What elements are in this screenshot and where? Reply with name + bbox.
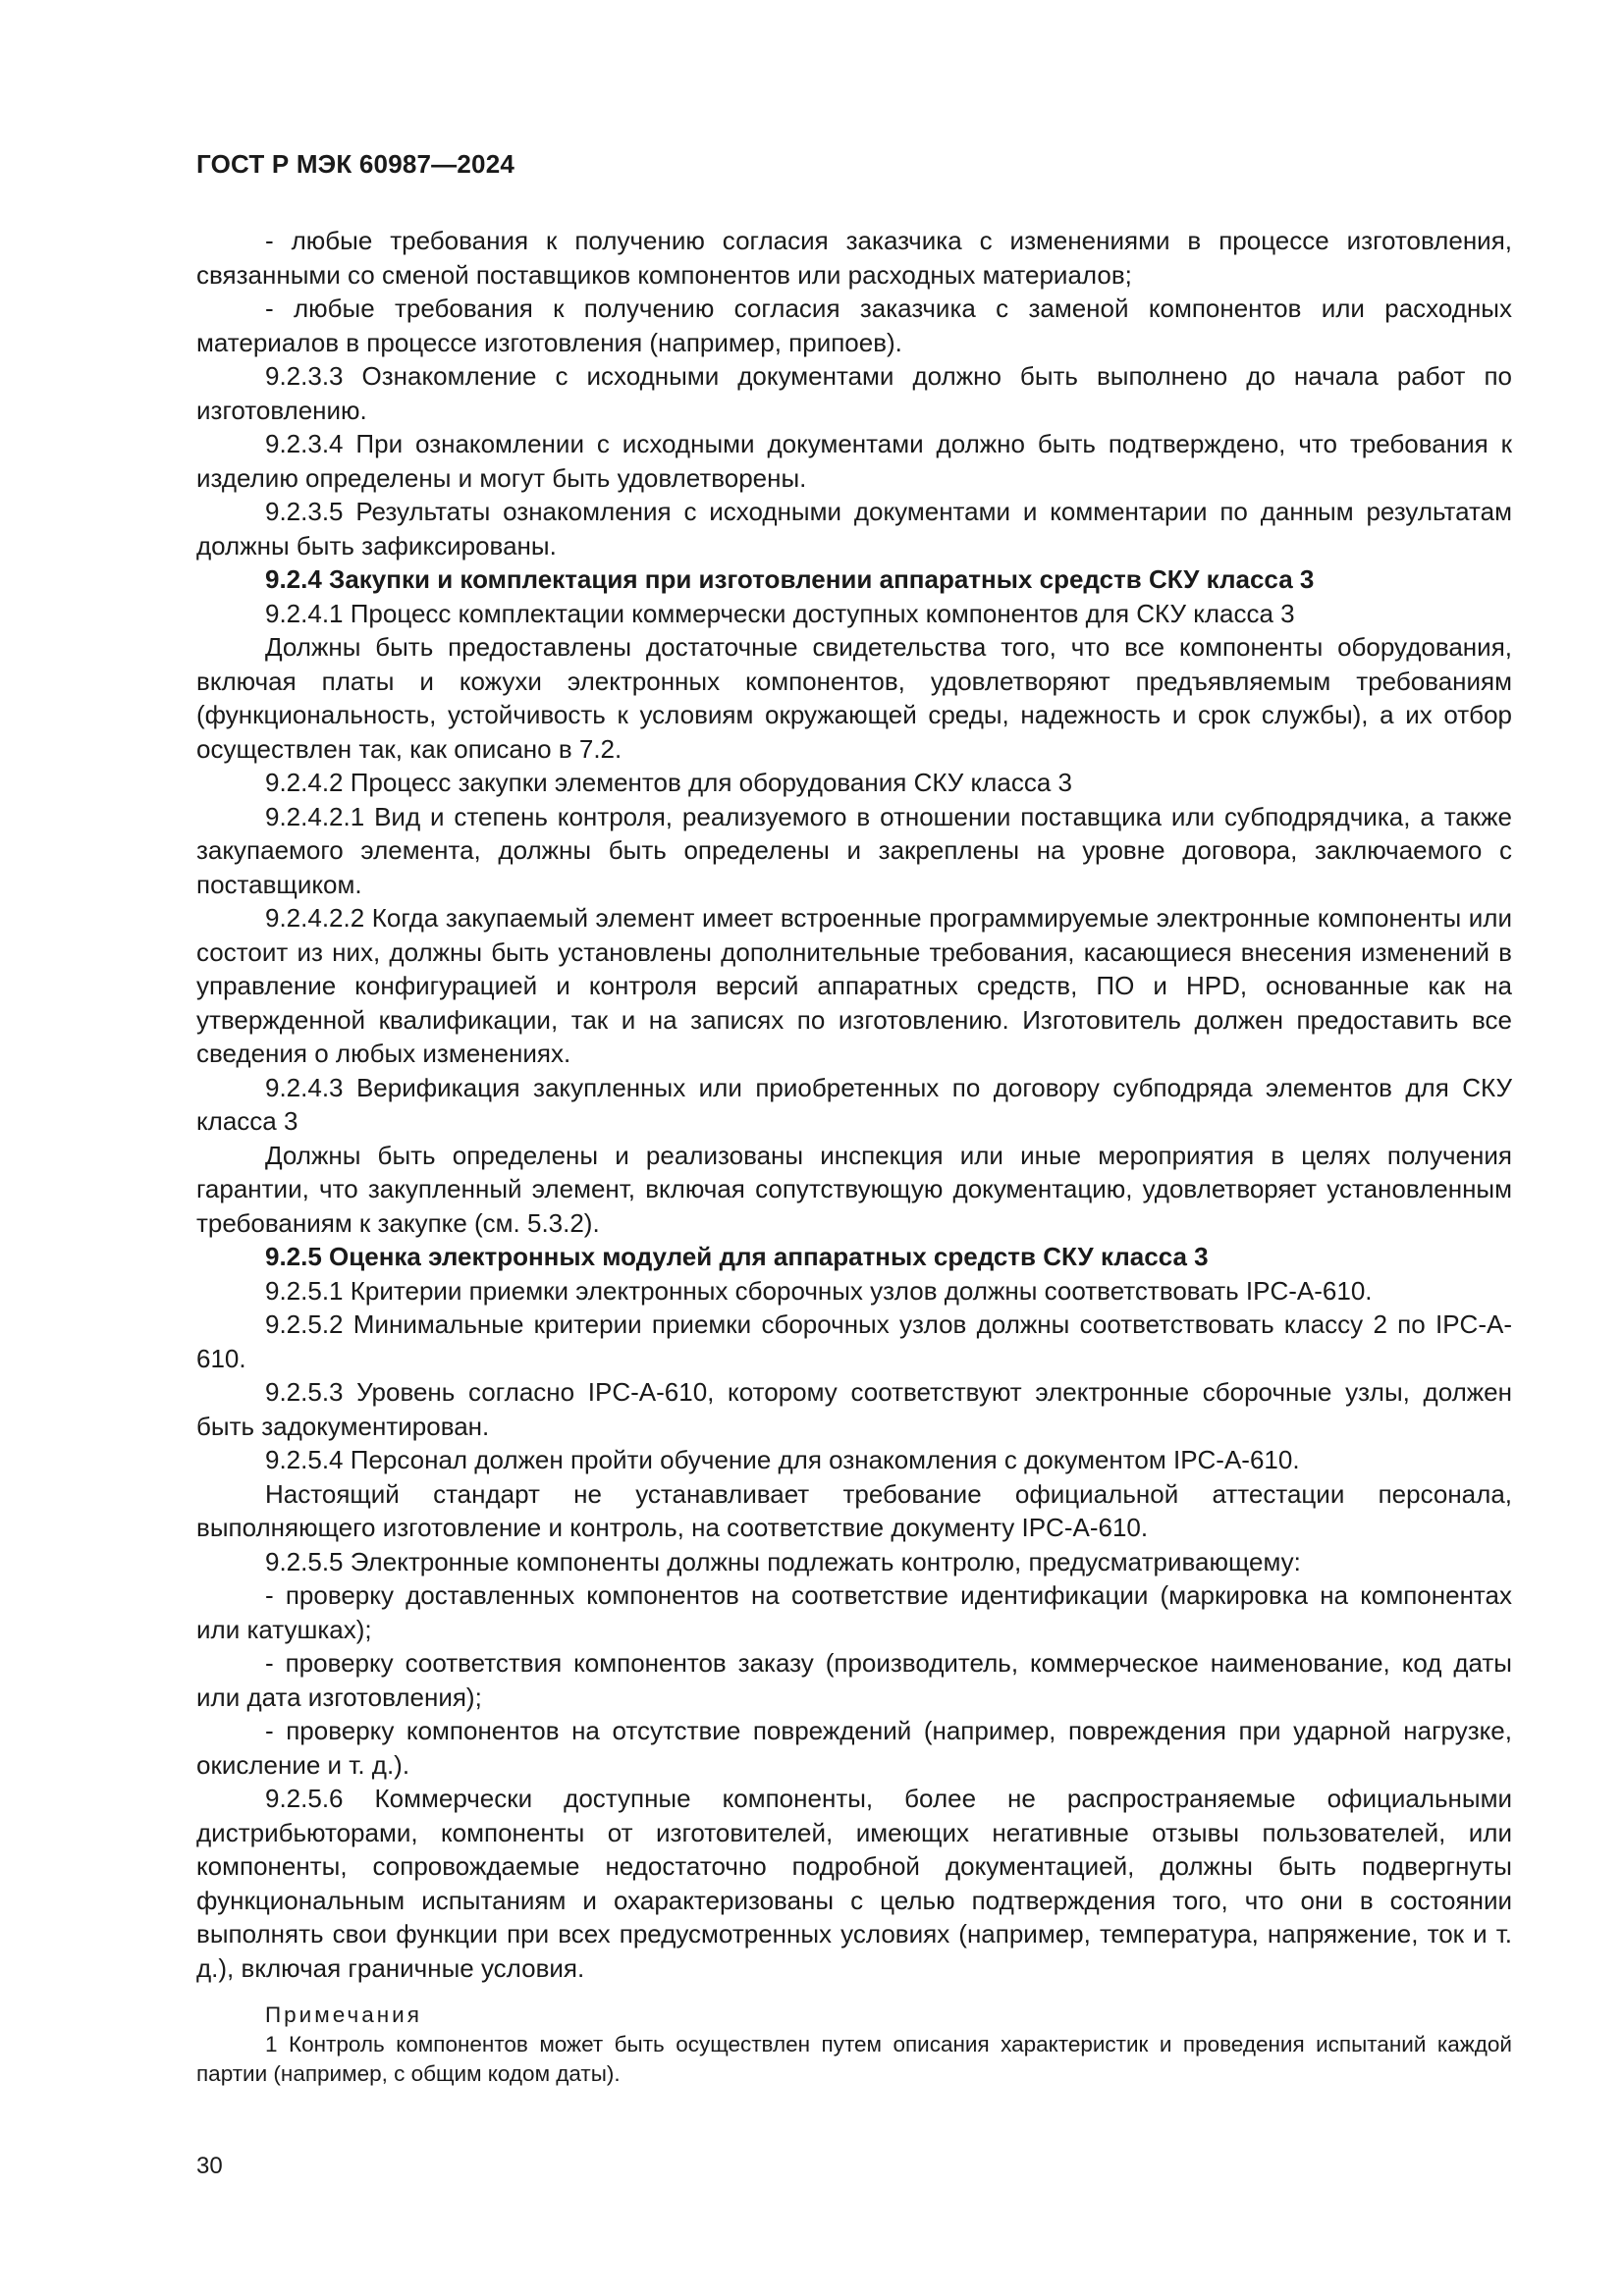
section-heading-9-2-5: 9.2.5 Оценка электронных модулей для аппаратных средств СКУ класса 3 (265, 1242, 1209, 1271)
document-body (196, 224, 1512, 2089)
paragraph: 9.2.5.6 Коммерчески доступные компоненты, более не распространяемые официальными дистрибьюторами, компоненты от изготовителей, имеющих негативные отзывы пользователей, или компоненты, сопровождаемые недостаточно подробной документацией, должны быть подвергнуты функциональным испытаниям и охарактеризованы с целью подтверждения того, что они в состоянии выполнять свои функции при всех предусмотренных условиях (например, температура, напряжение, ток и т. д.), включая граничные условия. (196, 1784, 1512, 1983)
note-item: 1 Контроль компонентов может быть осуществлен путем описания характеристик и проведения испытаний каждой партии (например, с общим кодом даты). (196, 2032, 1512, 2086)
paragraph: 9.2.3.4 При ознакомлении с исходными документами должно быть подтверждено, что требования к изделию определены и могут быть удовлетворены. (196, 429, 1512, 493)
paragraph: 9.2.3.5 Результаты ознакомления с исходными документами и комментарии по данным результатам должны быть зафиксированы. (196, 497, 1512, 561)
paragraph: Должны быть определены и реализованы инспекция или иные мероприятия в целях получения гарантии, что закупленный элемент, включая сопутствующую документацию, удовлетворяет установленным требованиям к закупке (см. 5.3.2). (196, 1140, 1512, 1238)
list-item: - проверку компонентов на отсутствие повреждений (например, повреждения при ударной нагрузке, окисление и т. д.). (196, 1716, 1512, 1780)
notes-heading: Примечания (265, 2002, 422, 2027)
page-number: 30 (196, 2153, 223, 2179)
list-item: - проверку доставленных компонентов на соответствие идентификации (маркировка на компонентах или катушках); (196, 1580, 1512, 1644)
paragraph: 9.2.5.5 Электронные компоненты должны подлежать контролю, предусматривающему: (265, 1546, 1301, 1576)
paragraph: 9.2.4.2.1 Вид и степень контроля, реализуемого в отношении поставщика или субподрядчика, а также закупаемого элемента, должны быть определены и закреплены на уровне договора, заключаемого с поставщиком. (196, 801, 1512, 899)
paragraph: 9.2.4.2 Процесс закупки элементов для оборудования СКУ класса 3 (265, 768, 1072, 797)
paragraph: Настоящий стандарт не устанавливает требование официальной аттестации персонала, выполняющего изготовление и контроль, на соответствие документу IPC-A-610. (196, 1478, 1512, 1542)
document-header: ГОСТ Р МЭК 60987—2024 (196, 149, 515, 179)
paragraph: - любые требования к получению согласия заказчика с изменениями в процессе изготовления, связанными со сменой поставщиков компонентов или расходных материалов; (196, 226, 1512, 290)
paragraph: 9.2.5.1 Критерии приемки электронных сборочных узлов должны соответствовать IPC-A-610. (265, 1275, 1373, 1306)
paragraph: 9.2.4.3 Верификация закупленных или приобретенных по договору субподряда элементов для СКУ класса 3 (196, 1072, 1512, 1136)
paragraph: 9.2.5.3 Уровень согласно IPC-A-610, которому соответствуют электронные сборочные узлы, должен быть задокументирован. (196, 1377, 1512, 1441)
paragraph: Должны быть предоставлены достаточные свидетельства того, что все компоненты оборудования, включая платы и кожухи электронных компонентов, удовлетворяют предъявляемым требованиям (функциональность, устойчивость к условиям окружающей среды, надежность и срок службы), а их отбор осуществлен так, как описано в 7.2. (196, 632, 1512, 764)
list-item: - проверку соответствия компонентов заказу (производитель, коммерческое наименование, код даты или дата изготовления); (196, 1648, 1512, 1712)
paragraph: 9.2.4.1 Процесс комплектации коммерчески доступных компонентов для СКУ класса 3 (265, 598, 1295, 628)
section-heading-9-2-4: 9.2.4 Закупки и комплектация при изготовлении аппаратных средств СКУ класса 3 (265, 564, 1315, 594)
paragraph: 9.2.4.2.2 Когда закупаемый элемент имеет встроенные программируемые электронные компоненты или состоит из них, должны быть установлены дополнительные требования, касающиеся внесения изменений в управление конфигурацией и контроля версий аппаратных средств, ПО и HPD, основанные как на утвержденной квалификации, так и на записях по изготовлению. Изготовитель должен предоставить все сведения о любых изменениях. (196, 903, 1512, 1068)
paragraph: - любые требования к получению согласия заказчика с заменой компонентов или расходных материалов в процессе изготовления (например, припоев). (196, 294, 1512, 357)
paragraph: 9.2.5.4 Персонал должен пройти обучение для ознакомления с документом IPC-A-610. (265, 1445, 1300, 1474)
paragraph: 9.2.3.3 Ознакомление с исходными документами должно быть выполнено до начала работ по изготовлению. (196, 361, 1512, 425)
paragraph: 9.2.5.2 Минимальные критерии приемки сборочных узлов должны соответствовать классу 2 по IPC-A-610. (196, 1309, 1512, 1373)
